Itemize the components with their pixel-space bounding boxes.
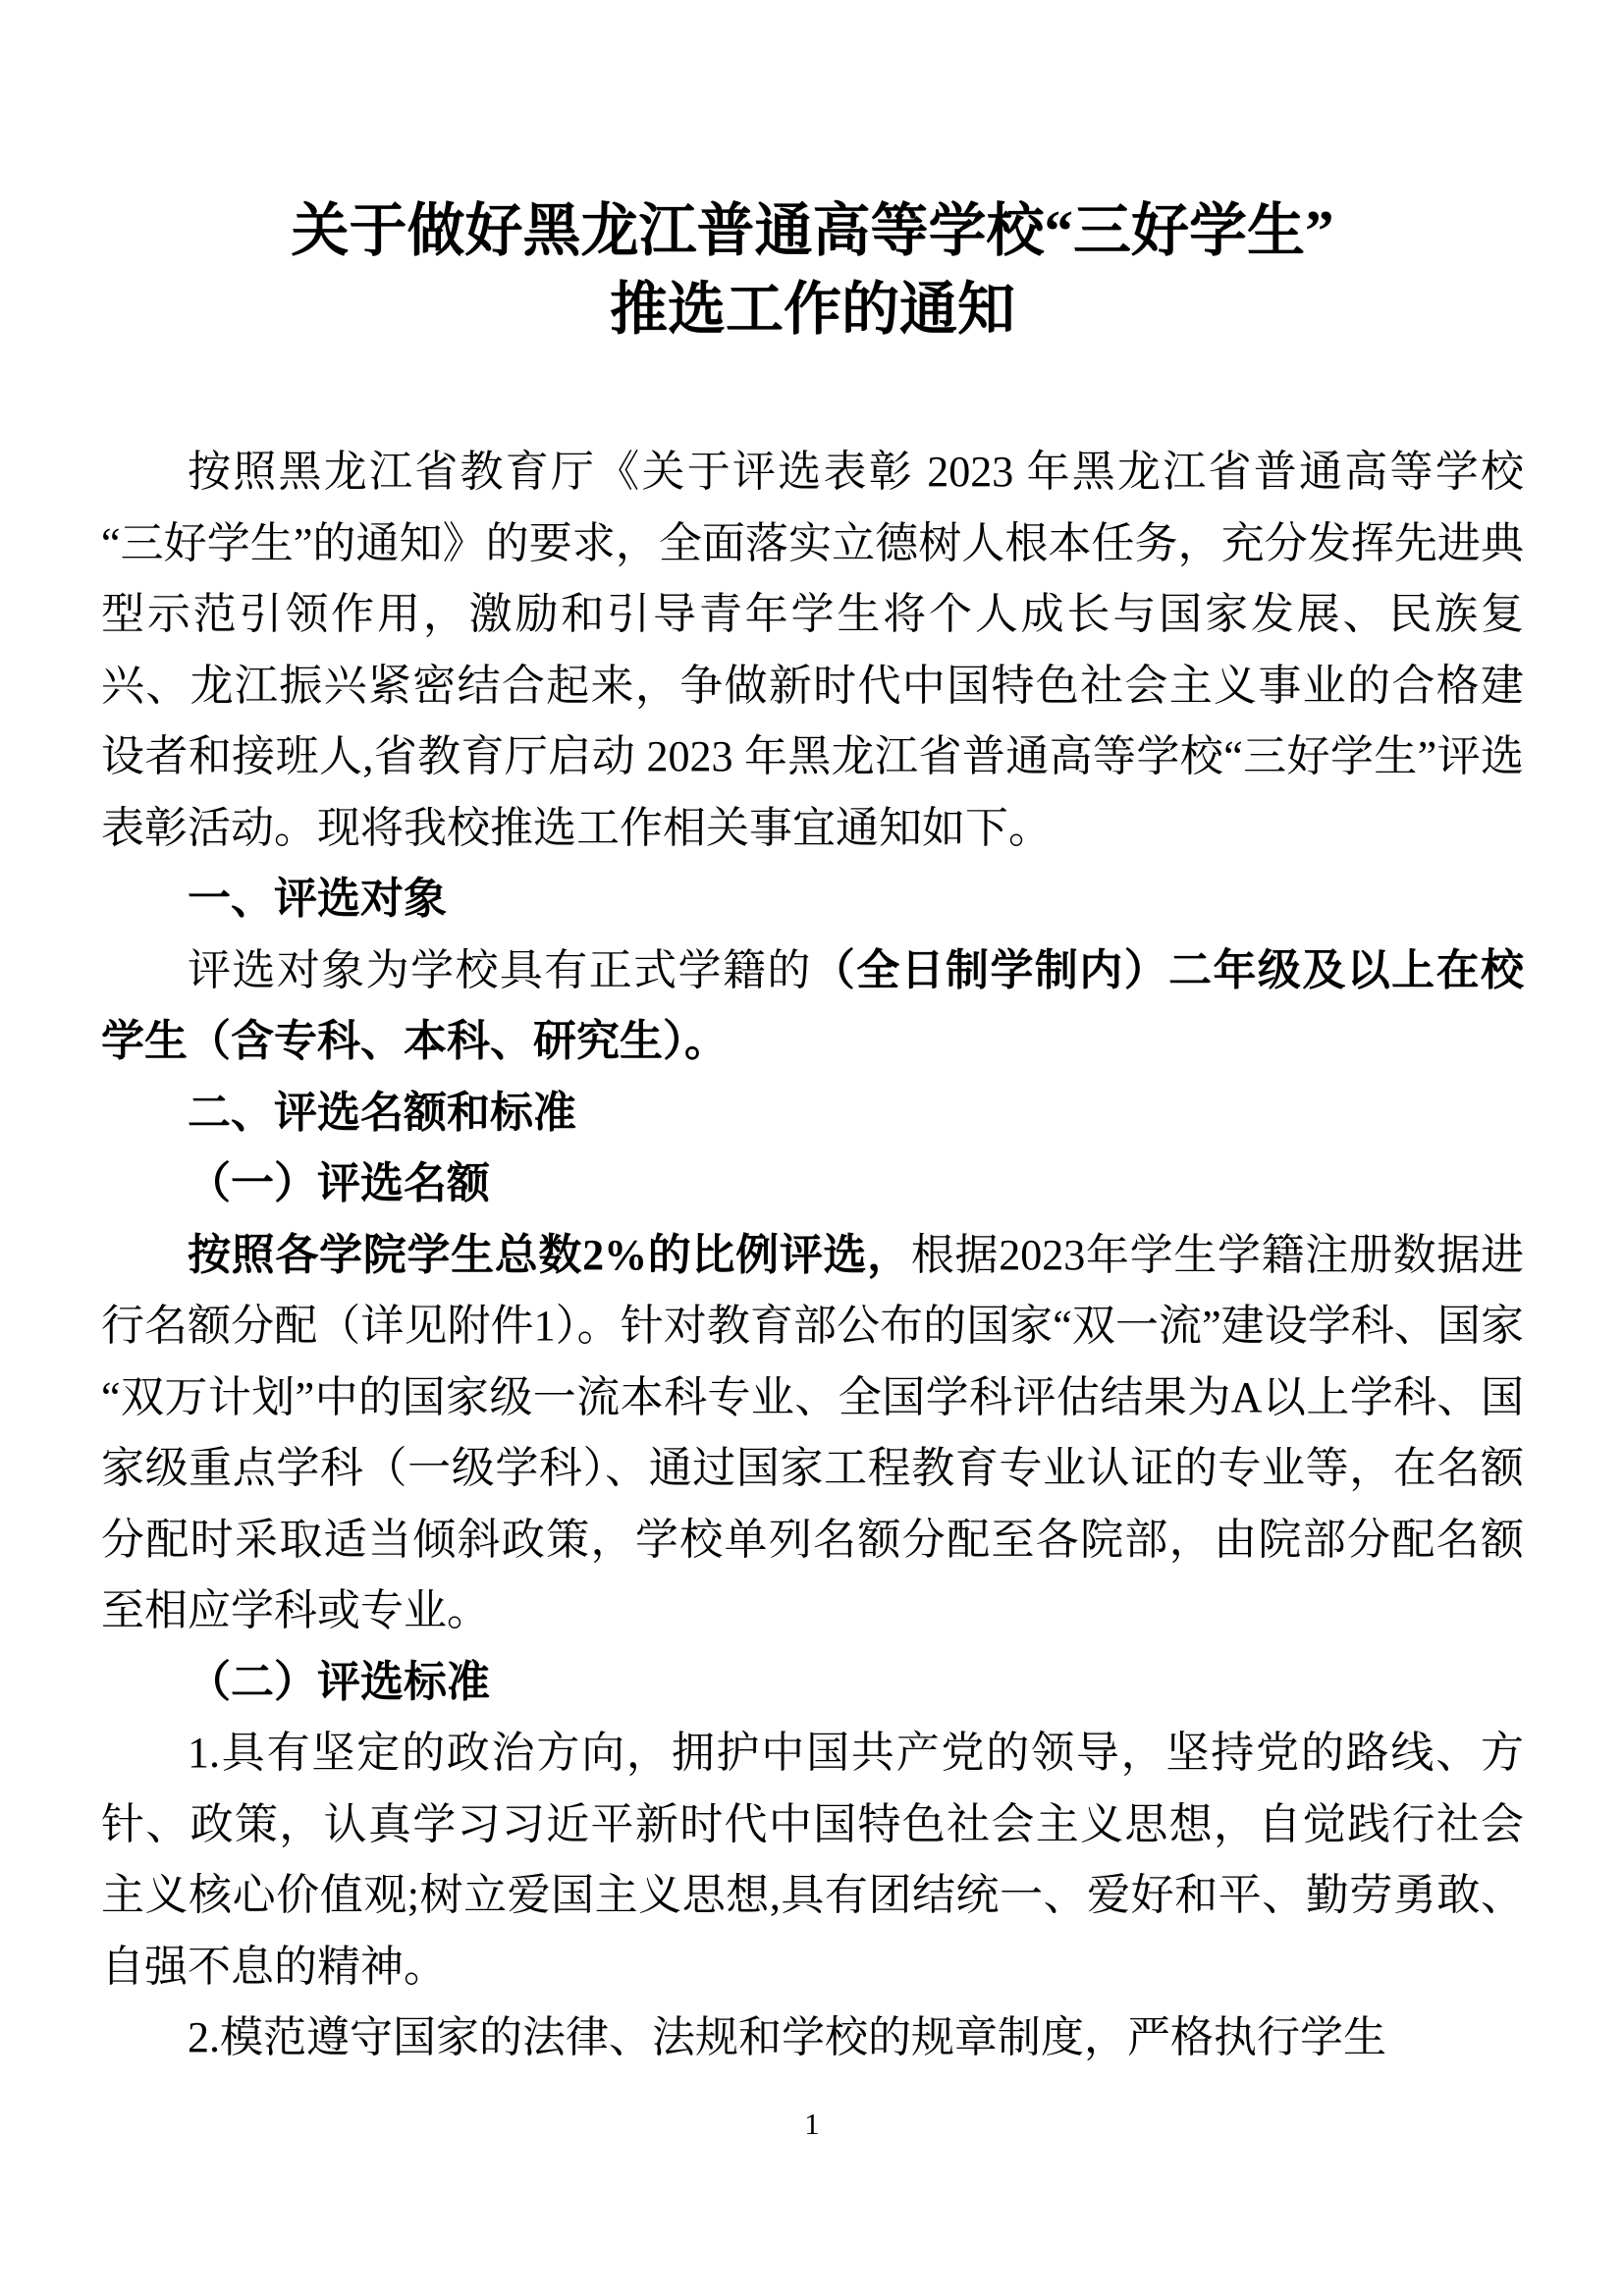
criteria-item-1: 1.具有坚定的政治方向，拥护中国共产党的领导，坚持党的路线、方针、政策，认真学习习近平新时代中国特色社会主义思想，自觉践行社会主义核心价值观;树立爱国主义思想,具有团结统一、爱好和平、勤劳勇敢、自强不息的精神。 xyxy=(101,1729,1524,1991)
section-1-heading: 一、评选对象 xyxy=(188,875,447,923)
quota-paragraph xyxy=(101,1220,1524,1647)
intro-paragraph: 按照黑龙江省教育厅《关于评选表彰 2023 年黑龙江省普通高等学校“三好学生”的通知》的要求，全面落实立德树人根本任务，充分发挥先进典型示范引领作用，激励和引导青年学生将个人成长与国家发展、民族复兴、龙江振兴紧密结合起来，争做新时代中国特色社会主义事业的合格建设者和接班人,省教育厅启动 2023 年黑龙江省普通高等学校“三好学生”评选表彰活动。现将我校推选工作相关事宜通知如下。 xyxy=(101,448,1524,852)
document-title xyxy=(101,191,1524,348)
page-number: 1 xyxy=(804,2107,820,2141)
document-body xyxy=(101,437,1524,2074)
quota-text-bold-lead: 按照各学院学生总数2%的比例评选， xyxy=(188,1230,911,1279)
section-1-text-regular: 评选对象为学校具有正式学籍的 xyxy=(188,945,812,994)
document-title-line1: 关于做好黑龙江普通高等学校“三好学生” xyxy=(291,198,1334,263)
subsection-2-2-heading: （二）评选标准 xyxy=(188,1657,490,1706)
criteria-item-2: 2.模范遵守国家的法律、法规和学校的规章制度，严格执行学生 xyxy=(188,2013,1386,2061)
subsection-2-1-heading: （一）评选名额 xyxy=(188,1159,490,1207)
section-1-paragraph xyxy=(101,935,1524,1078)
section-1-text-bold: （全日制学制内）二年级及以上在校学生（含专科、本科、研究生）。 xyxy=(101,945,1525,1065)
section-2-heading: 二、评选名额和标准 xyxy=(188,1088,576,1137)
quota-text-regular: 根据2023年学生学籍注册数据进行名额分配（详见附件1）。针对教育部公布的国家“双一流”建设学科、国家“双万计划”中的国家级一流本科专业、全国学科评估结果为A以上学科、国家级重点学科（一级学科）、通过国家工程教育专业认证的专业等，在名额分配时采取适当倾斜政策，学校单列名额分配至各院部，由院部分配名额至相应学科或专业。 xyxy=(101,1230,1525,1634)
document-title-line2: 推选工作的通知 xyxy=(609,277,1015,342)
